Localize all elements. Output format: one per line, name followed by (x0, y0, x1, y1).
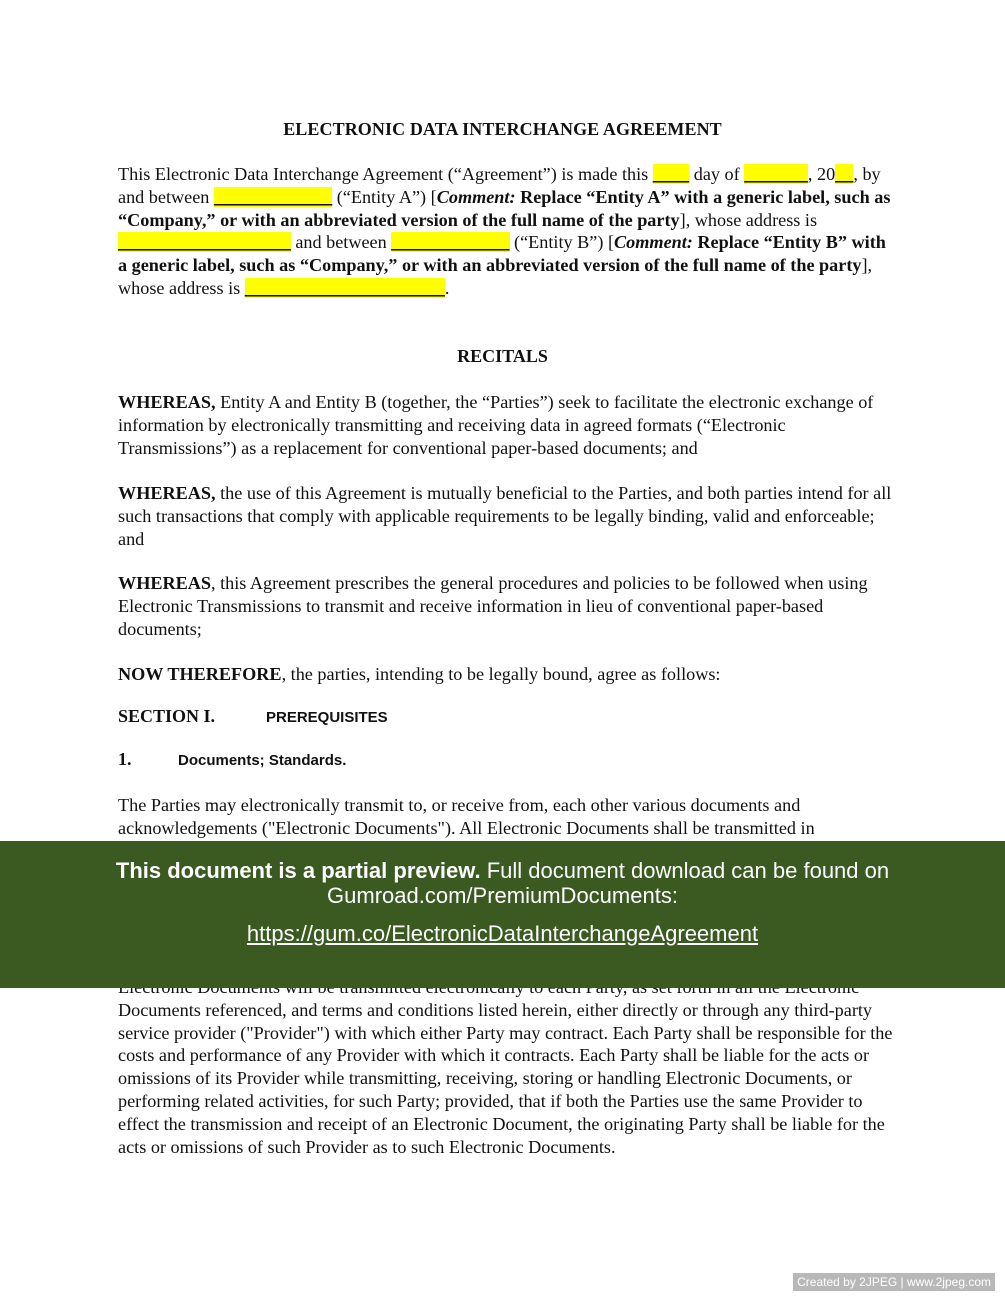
intro-text: , by and between (118, 164, 881, 207)
section-title: PREREQUISITES (266, 709, 388, 726)
blank-entity-a[interactable]: _____________ (213, 186, 333, 207)
banner-line-1 (0, 858, 1005, 883)
recitals-heading: RECITALS (457, 346, 548, 366)
recital-text: , this Agreement prescribes the general procedures and policies to be followed when using Electronic Transmissions to transmit and receive information in lieu of conventional paper-based documents; (118, 573, 868, 639)
blank-entity-b[interactable]: _____________ (391, 232, 510, 253)
recital-2 (118, 482, 893, 550)
item-paragraph-top: The Parties may electronically transmit to, or receive from, each other various documents and acknowledgements ("Electronic Documents"). All Electronic Documents shall be transmitted in (118, 795, 815, 838)
intro-paragraph (118, 163, 893, 300)
document-title: ELECTRONIC DATA INTERCHANGE AGREEMENT (283, 119, 722, 139)
item-title: Documents; Standards. (178, 752, 347, 769)
intro-text: day of (689, 164, 745, 184)
blank-month[interactable]: _______ (744, 164, 808, 184)
banner-bold: This document is a partial preview. (115, 858, 481, 883)
item-number: 1. (118, 749, 132, 769)
recital-3 (118, 572, 893, 640)
download-link[interactable]: https://gum.co/ElectronicDataInterchangeAgreement (246, 921, 759, 946)
banner-line-2: Gumroad.com/PremiumDocuments: (327, 883, 678, 908)
recital-text: Entity A and Entity B (together, the “Parties”) seek to facilitate the electronic exchange of information by electronically transmitting and receiving data in agreed formats (“Electronic Transmissions”) as a replacement for conventional paper-based documents; and (118, 392, 874, 458)
section-heading (118, 706, 893, 730)
recital-text: the use of this Agreement is mutually beneficial to the Parties, and both parties intend for all such transactions that comply with applicable requirements to be legally binding, valid and enforceable; and (118, 483, 892, 549)
blank-year[interactable]: __ (835, 164, 854, 184)
intro-text: ], whose address is (679, 209, 818, 230)
comment-b: Replace “Entity B” with a generic label, such as “Company,” or with an abbreviated version of the full name of the party (118, 232, 886, 276)
comment-a: Replace “Entity A” with a generic label, such as “Company,” or with an abbreviated version of the full name of the party (118, 186, 891, 230)
now-therefore (118, 663, 893, 686)
watermark: Created by 2JPEG | www.2jpeg.com (793, 1273, 995, 1291)
now-therefore-lead: NOW THEREFORE (118, 664, 282, 684)
item-paragraph-bottom: Documents referenced, and terms and conditions listed herein, either directly or through any third-party service provider ("Provider") with which either Party may contract. Each Party shall be responsible for the costs and performance of any Provider with which it contracts. Each Party shall be liable for the acts or omissions of its Provider while transmitting, receiving, storing or handling Electronic Documents, or performing related activities, for such Party; provided, that if both the Parties use the same Provider to effect the transmission and receipt of an Electronic Document, the originating Party shall be liable for the acts or omissions of such Provider as to such Electronic Documents. (118, 999, 893, 1157)
intro-text: (“Entity A”) [ (332, 186, 437, 207)
blank-address-a[interactable]: ___________________ (118, 232, 291, 253)
section-label: SECTION I. (118, 706, 216, 726)
blank-address-b[interactable]: ______________________ (244, 277, 445, 298)
intro-text: and between (290, 232, 392, 253)
preview-banner (0, 841, 1005, 988)
intro-text: . (444, 277, 450, 298)
now-therefore-text: , the parties, intending to be legally bound, agree as follows: (281, 664, 721, 684)
intro-text: ], whose address is (118, 255, 873, 298)
intro-text: , 20 (807, 164, 836, 184)
recital-lead: WHEREAS, (118, 483, 216, 503)
comment-label-a: Comment: (436, 186, 516, 207)
recital-1 (118, 391, 893, 459)
banner-rest: Full document download can be found on (480, 858, 890, 883)
recital-lead: WHEREAS, (118, 392, 216, 412)
intro-text: (“Entity B”) [ (509, 232, 615, 253)
comment-label-b: Comment: (614, 232, 693, 253)
intro-text: This Electronic Data Interchange Agreement (“Agreement”) is made this (118, 164, 653, 184)
item-heading (118, 749, 893, 773)
blank-day[interactable]: ____ (652, 164, 690, 184)
recital-lead: WHEREAS (118, 573, 211, 593)
